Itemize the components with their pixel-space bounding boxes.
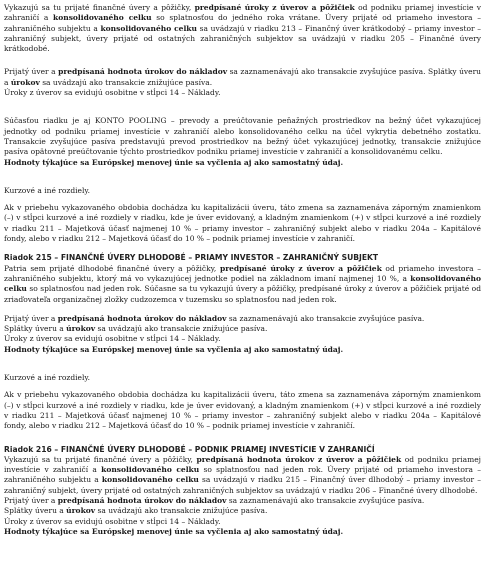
bold-run: konsolidovaného celku xyxy=(101,475,199,485)
paragraph-emu-note xyxy=(4,158,481,168)
bold-run: úrokov xyxy=(10,77,40,87)
text-run: Kurzové a iné rozdiely. xyxy=(4,373,91,383)
text-run: Prijatý úver a xyxy=(4,67,59,77)
text-run: Kurzové a iné rozdiely. xyxy=(4,185,91,195)
paragraph-row-216-intro xyxy=(4,455,481,496)
text-run: sa uvádzajú ako transakcie znižujúce pasíva. xyxy=(95,506,268,516)
text-run: so splatnosťou nad jeden rok. Súčasne sa tu vykazujú úvery a pôžičky, predpísané úroky z úverov a pôžičiek prijaté od zriaďovateľa organizačnej zložky cudzozemca v tuzemsku so splatnosťou nad jeden rok. xyxy=(4,284,481,304)
paragraph-row-215-received-loan xyxy=(4,314,481,324)
text-run: Prijatý úver a xyxy=(4,495,58,505)
text-run: od podniku priamej investície v zahraničí a xyxy=(4,454,482,475)
bold-run: úrokov xyxy=(66,324,96,334)
text-run: Vykazujú sa tu prijaté finančné úvery a pôžičky, xyxy=(4,3,195,12)
paragraph-row-215-capitalization xyxy=(4,390,481,431)
text-run: Súčasťou riadku je aj KONTO POOLING – prevody a preúčtovanie peňažných prostriedkov na bežný účet vykazujúcej jednotky od podniku priamej investície v zahraničí alebo konsolidovaného celku na účel vykrytia debetného zostatku. Transakcie zvyšujúce pasíva predstavujú prevod prostriedkov na bežný účet vykazujúcej jednotky, transakcie znižujúce pasíva opätovné preúčtovanie týchto prostriedkov podniku priamej investície v zahraničí a konsolidovanému celku. xyxy=(4,116,481,157)
bold-run: predpísaná hodnota úrokov do nákladov xyxy=(58,67,228,77)
bold-run: konsolidovaného celku xyxy=(100,23,197,33)
paragraph-row-215-fx-differences xyxy=(4,373,481,383)
bold-run: predpísané úroky z úverov a pôžičiek xyxy=(194,3,355,12)
paragraph-interest-column xyxy=(4,88,481,98)
text-run: Úroky z úverov sa evidujú osobitne v stĺpci 14 – Náklady. xyxy=(4,516,221,526)
bold-run: konsolidovaného celku xyxy=(101,465,200,475)
paragraph-konto-pooling xyxy=(4,116,481,157)
text-run: Splátky úveru a xyxy=(4,506,67,516)
text-run: sa zaznamenávajú ako transakcie zvyšujúce pasíva. Splátky úveru a xyxy=(4,67,482,87)
bold-run: predpísaná hodnota úrokov z úverov a pôžičiek xyxy=(196,454,402,464)
paragraph-row-215-emu-note xyxy=(4,345,481,355)
bold-run: konsolidovaného celku xyxy=(4,273,481,294)
paragraph-row-216-interest-column xyxy=(4,517,481,527)
bold-run: predpísaná hodnota úrokov do nákladov xyxy=(57,313,227,323)
text-run: so splatnosťou nad jeden rok. Úvery prijaté od priameho investora – zahraničného subjektu a xyxy=(4,465,481,485)
text-run: sa uvádzajú ako transakcie znižujúce pasíva. xyxy=(95,324,268,334)
bold-run: úrokov xyxy=(66,506,96,516)
paragraph-row-216-emu-note xyxy=(4,527,481,537)
text-run: Úroky z úverov sa evidujú osobitne v stĺpci 14 – Náklady. xyxy=(4,88,221,98)
section-heading-row-216: Riadok 216 – FINANČNÉ ÚVERY DLHODOBÉ – PODNIK PRIAMEJ INVESTÍCIE V ZAHRANIČÍ xyxy=(4,444,375,454)
bold-run: Hodnoty týkajúce sa Európskej menovej únie sa vyčlenia aj ako samostatný údaj. xyxy=(4,344,344,354)
bold-run: Hodnoty týkajúce sa Európskej menovej únie sa vyčlenia aj ako samostatný údaj. xyxy=(4,157,344,167)
text-run: so splatnosťou do jedného roka vrátane. Úvery prijaté od priameho investora – zahraničného subjektu a xyxy=(4,13,481,33)
paragraph-row-216-repayments xyxy=(4,506,481,516)
section-heading-row-215: Riadok 215 – FINANČNÉ ÚVERY DLHODOBÉ – PRIAMY INVESTOR – ZAHRANIČNÝ SUBJEKT xyxy=(4,253,379,263)
paragraph-row-216-received-loan xyxy=(4,496,481,506)
bold-run: predpísané úroky z úverov a pôžičiek xyxy=(219,263,382,273)
text-run: Splátky úveru a xyxy=(4,324,67,334)
text-run: sa uvádzajú v riadku 213 – Finančný úver krátkodobý – priamy investor – zahraničný subjekt, úvery prijaté od ostatných zahraničných subjektov sa uvádzajú v riadku 205 – Finančné úvery krátkodobé. xyxy=(4,23,481,54)
paragraph-intro-short-term-loans xyxy=(4,3,481,54)
bold-run: konsolidovaného celku xyxy=(53,13,152,23)
paragraph-capitalization xyxy=(4,203,481,244)
paragraph-received-loan-short xyxy=(4,67,481,88)
paragraph-fx-differences xyxy=(4,186,481,196)
text-run: Ak v priebehu vykazovaného obdobia dochádza ku kapitalizácii úveru, táto zmena sa zaznamenáva záporným znamienkom (–) v stĺpci kurzové a iné rozdiely v riadku, kde je úver evidovaný, a kladným znamienkom (+) v stĺpci kurzové a iné rozdiely v riadku 211 – Majetková účasť najmenej 10 % – priamy investor – zahraničný subjekt alebo v riadku 204a – Kapitálové fondy, alebo v riadku 212 – Majetková účasť do 10 % – podnik priamej investície v zahraničí. xyxy=(4,390,481,431)
bold-run: predpísaná hodnota úrokov do nákladov xyxy=(57,495,227,505)
text-run: od podniku priamej investície v zahraničí a xyxy=(4,3,482,23)
text-run: sa zaznamenávajú ako transakcie zvyšujúce pasíva. xyxy=(226,495,425,505)
text-run: Úroky z úverov sa evidujú osobitne v stĺpci 14 – Náklady. xyxy=(4,334,221,344)
text-run: sa uvádzajú ako transakcie znižujúce pasíva. xyxy=(39,77,213,87)
bold-run: Hodnoty týkajúce sa Európskej menovej únie sa vyčlenia aj ako samostatný údaj. xyxy=(4,526,344,536)
paragraph-row-215-repayments xyxy=(4,324,481,334)
text-run: od priameho investora – zahraničného subjektu, ktorý má vo vykazujúcej jednotke podiel na základnom imaní najmenej 10 %, a xyxy=(4,263,481,283)
paragraph-row-215-interest-column xyxy=(4,334,481,344)
text-run: Patria sem prijaté dlhodobé finančné úvery a pôžičky, xyxy=(4,263,220,273)
paragraph-row-215-intro xyxy=(4,264,481,305)
text-run: Prijatý úver a xyxy=(4,313,58,323)
text-run: sa zaznamenávajú ako transakcie zvyšujúce pasíva. xyxy=(226,313,425,323)
text-run: Vykazujú sa tu prijaté finančné úvery a pôžičky, xyxy=(4,454,197,464)
text-run: sa uvádzajú v riadku 215 – Finančný úver dlhodobý – priamy investor – zahraničný subjekt, úvery prijaté od ostatných zahraničných subjektov sa uvádzajú v riadku 206 – Finančné úvery dlhodobé. xyxy=(4,475,481,495)
text-run: Ak v priebehu vykazovaného obdobia dochádza ku kapitalizácii úveru, táto zmena sa zaznamenáva záporným znamienkom (–) v stĺpci kurzové a iné rozdiely v riadku, kde je úver evidovaný, a kladným znamienkom (+) v stĺpci kurzové a iné rozdiely v riadku 211 – Majetková účasť najmenej 10 % – priamy investor – zahraničný subjekt alebo v riadku 204a – Kapitálové fondy, alebo v riadku 212 – Majetková účasť do 10 % – podnik priamej investície v zahraničí. xyxy=(4,203,481,244)
